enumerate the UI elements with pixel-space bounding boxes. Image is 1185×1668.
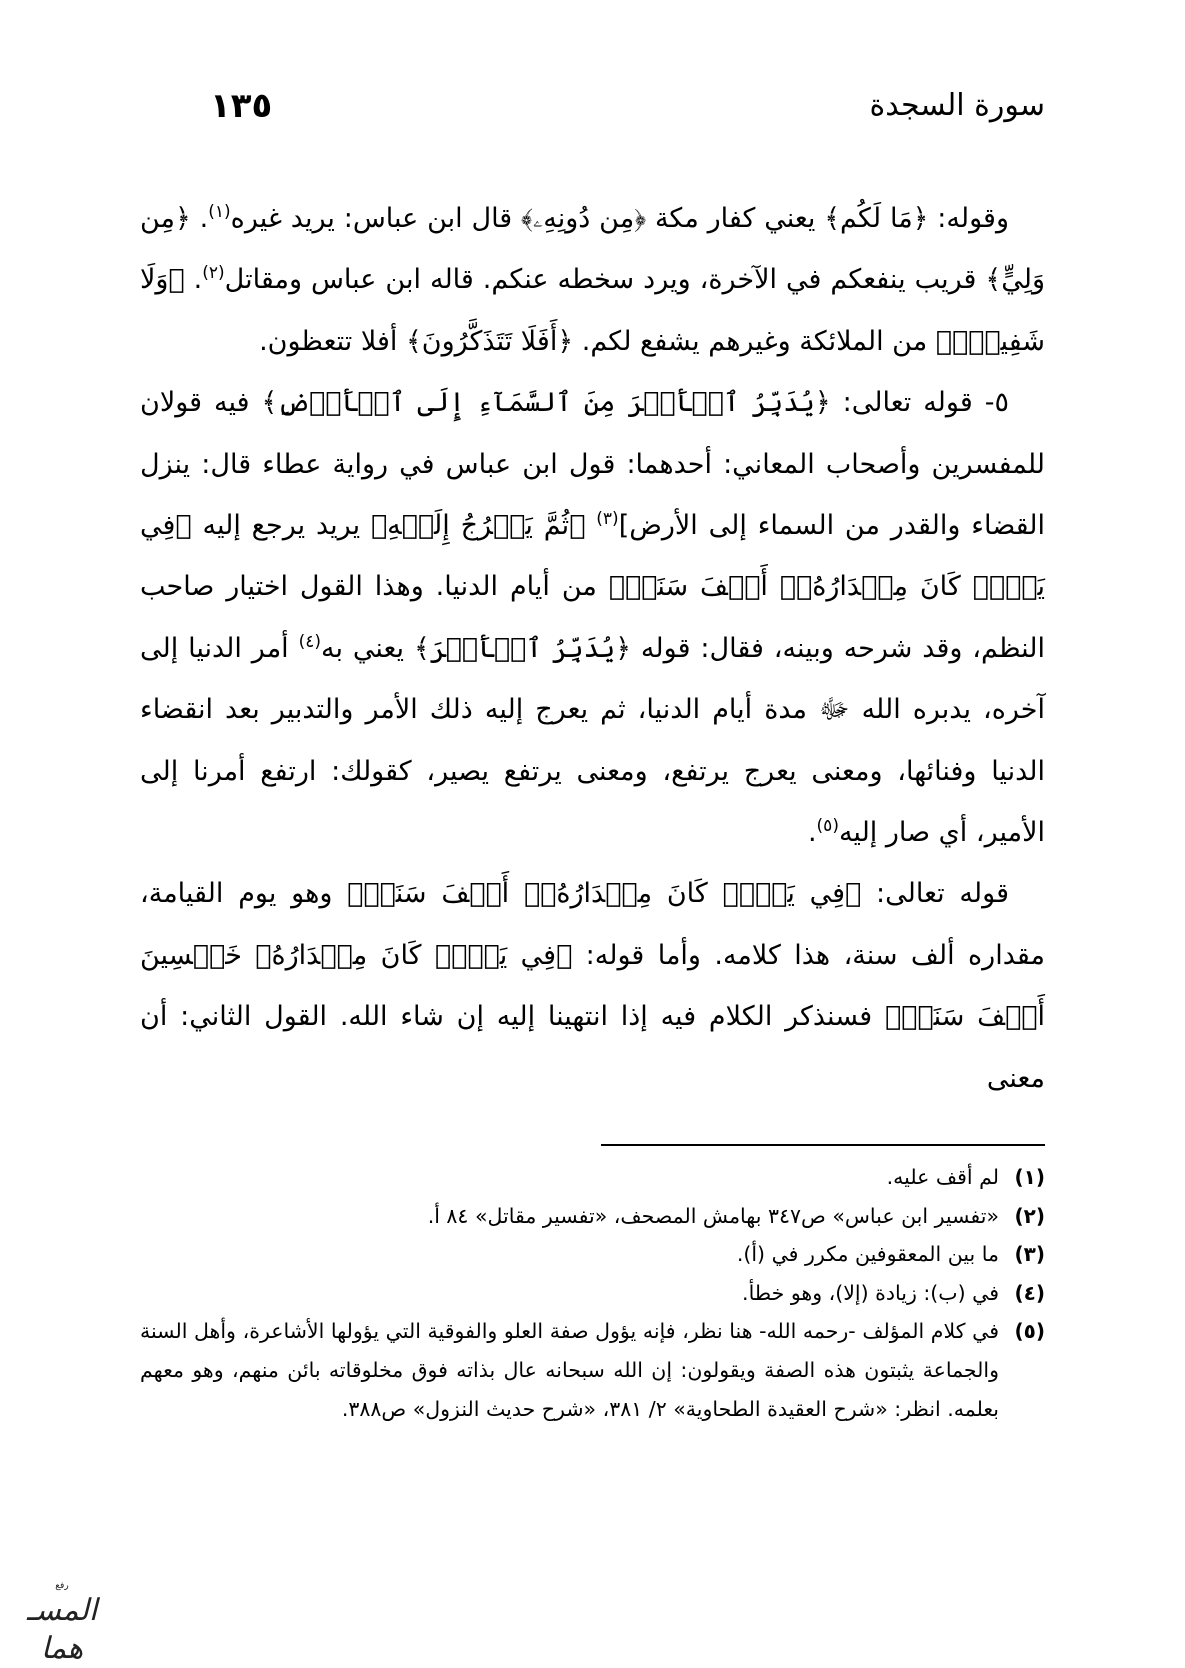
quran-quote: ﴿أَفَلَا تَتَذَكَّرُونَ﴾ xyxy=(405,325,574,357)
quran-quote: ﴿يُدَبِّرُ ٱلۡأَمۡرَ﴾ xyxy=(413,632,632,664)
quran-quote: ﴿مِن وَلِيٍّ﴾ xyxy=(140,203,1045,296)
quran-quote: ﴿ثُمَّ يَعۡرُجُ إِلَيۡهِ﴾ xyxy=(370,510,586,542)
text-segment: أمر الدنيا إلى آخره، يدبره الله ﷻ مدة أيام الدنيا، ثم يعرج إليه ذلك الأمر والتدبير بعد انقضاء الدنيا وفنائها، ومعنى يعرج يرتفع، ومعنى يرتفع يصير، كقولك: ارتفع أمرنا إلى الأمير، أي صار إليه xyxy=(140,632,1045,849)
footnote xyxy=(140,1312,1045,1428)
footnote-number: (٣) xyxy=(1014,1242,1045,1267)
text-segment: . xyxy=(190,203,209,234)
text-segment: وهو يوم القيامة، مقداره ألف سنة، هذا كلامه. وأما قوله: xyxy=(140,878,1045,971)
page-number: ١٣٥ xyxy=(210,86,273,126)
library-stamp-logo xyxy=(6,1580,118,1666)
text-segment: وقوله: xyxy=(928,203,1009,234)
quran-quote: ﴿مَا لَكُم﴾ xyxy=(824,203,929,234)
text-segment: فيه قولان للمفسرين وأصحاب المعاني: أحدهما: قول ابن عباس في رواية عطاء قال: ينزل القضاء والقدر من السماء إلى الأرض] xyxy=(140,387,1045,542)
text-segment: قال ابن عباس: يريد غيره xyxy=(230,203,522,234)
text-segment: أفلا تتعظون. xyxy=(259,325,406,357)
paragraph xyxy=(140,372,1045,863)
footnote xyxy=(140,1235,1045,1274)
text-segment: قوله تعالى: xyxy=(861,878,1009,910)
footnotes xyxy=(140,1158,1045,1428)
text-segment: فسنذكر الكلام فيه إذا انتهينا إليه إن شاء الله. القول الثاني: أن معنى xyxy=(140,1001,1045,1094)
quran-quote: ﴿مِن دُونِهِۦ﴾ xyxy=(521,203,647,234)
text-segment: يعني به xyxy=(320,632,414,664)
footnote-text: «تفسير ابن عباس» ص٣٤٧ بهامش المصحف، «تفسير مقاتل» ٨٤ أ. xyxy=(427,1203,999,1228)
footnote-reference: (٥) xyxy=(816,816,839,837)
text-segment: من أيام الدنيا. وهذا القول اختيار صاحب النظم، وقد شرحه وبينه، فقال: قوله xyxy=(140,571,1045,664)
footnote-reference: (١) xyxy=(208,202,231,222)
footnote-text: في (ب): زيادة (إلا)، وهو خطأ. xyxy=(742,1280,999,1305)
quran-quote: ﴿فِي يَوۡمٖ كَانَ مِقۡدَارُهُۥٓ أَلۡفَ سَنَةٖ﴾ xyxy=(140,510,1045,603)
paragraph xyxy=(140,188,1045,372)
quran-quote: ﴿يُدَبِّرُ ٱلۡأَمۡرَ مِنَ ٱلسَّمَآءِ إِلَى ٱلۡأَرۡضِ﴾ xyxy=(261,387,831,419)
text-segment: قريب ينفعكم في الآخرة، ويرد سخطه عنكم. قاله ابن عباس ومقاتل xyxy=(224,264,986,296)
footnote-reference: (٣) xyxy=(596,509,619,530)
quran-quote: ﴿وَلَا شَفِيعٍۚ﴾ xyxy=(140,264,1045,357)
text-segment: ٥- قوله تعالى: xyxy=(830,387,1009,419)
footnote-text: ما بين المعقوفين مكرر في (أ). xyxy=(736,1242,999,1267)
footnote xyxy=(140,1274,1045,1313)
page-header xyxy=(140,88,1045,138)
quran-quote: ﴿فِي يَوۡمٖ كَانَ مِقۡدَارُهُۥ خَمۡسِينَ أَلۡفَ سَنَةٖ﴾ xyxy=(140,939,1045,1033)
footnote-text: لم أقف عليه. xyxy=(886,1165,999,1189)
footnote-number: (٤) xyxy=(1014,1280,1045,1305)
footnote xyxy=(140,1158,1045,1197)
text-segment: يعني كفار مكة xyxy=(646,203,825,234)
quran-quote: ﴿فِي يَوۡمٖ كَانَ مِقۡدَارُهُۥٓ أَلۡفَ سَنَةٖ﴾ xyxy=(347,878,862,910)
footnote xyxy=(140,1197,1045,1236)
surah-title: سورة السجدة xyxy=(869,88,1045,123)
footnote-text: في كلام المؤلف -رحمه الله- هنا نظر، فإنه يؤول صفة العلو والفوقية التي يؤولها الأشاعرة، وأهل السنة والجماعة يثبتون هذه الصفة ويقولون: إن الله سبحانه عال بذاته فوق مخلوقاته بائن منهم، وهو معهم بعلمه. انظر: «شرح العقيدة الطحاوية» ٢/ ٣٨١، «شرح حديث النزول» ص٣٨٨. xyxy=(140,1319,999,1421)
footnote-divider xyxy=(601,1144,1045,1146)
main-text xyxy=(140,188,1045,1109)
text-segment xyxy=(585,510,596,541)
stamp-sub-text: رفع xyxy=(55,1581,69,1591)
footnote-number: (٢) xyxy=(1014,1203,1045,1228)
footnote-reference: (٤) xyxy=(298,631,321,652)
stamp-main-text: المسـ هما xyxy=(26,1593,98,1666)
text-segment: . xyxy=(184,264,203,296)
footnote-number: (١) xyxy=(1014,1165,1045,1189)
text-segment: من الملائكة وغيرهم يشفع لكم. xyxy=(573,325,936,357)
paragraph xyxy=(140,863,1045,1109)
footnote-reference: (٢) xyxy=(202,263,225,284)
footnote-number: (٥) xyxy=(1014,1319,1045,1344)
text-segment: يريد يرجع إليه xyxy=(191,510,371,542)
text-segment: . xyxy=(807,817,817,849)
